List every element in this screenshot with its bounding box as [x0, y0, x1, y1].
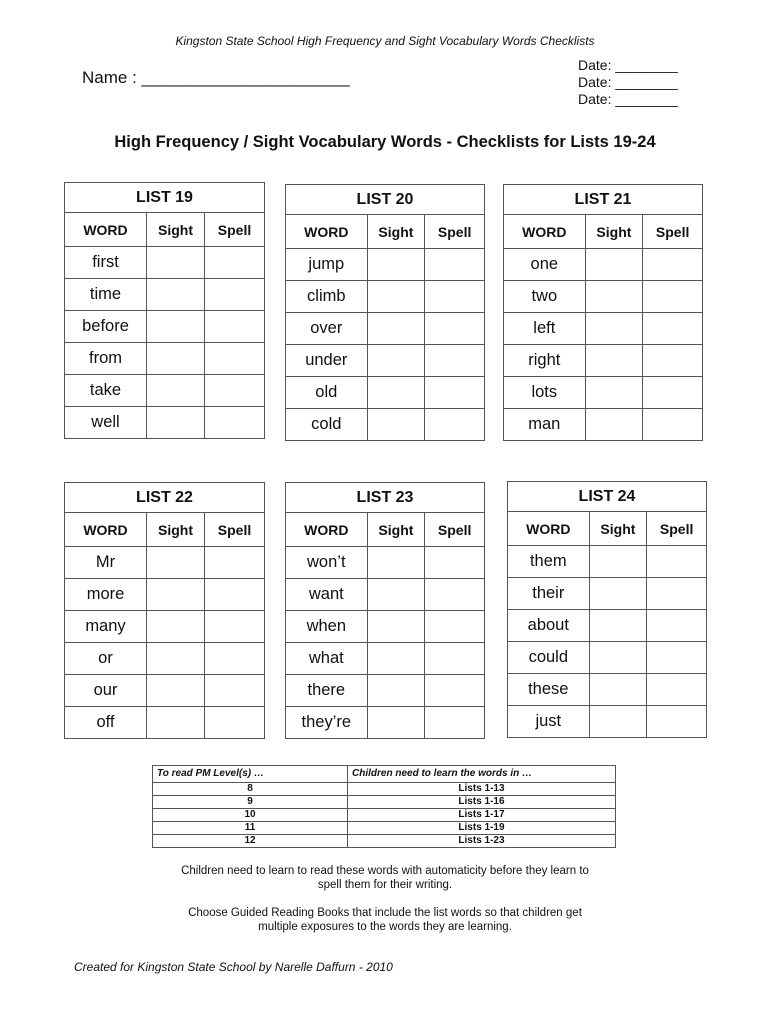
word-list-table	[503, 184, 703, 441]
pm-header-lists: Children need to learn the words in …	[348, 766, 616, 783]
spell-checkbox-cell[interactable]	[205, 247, 265, 279]
table-row	[65, 675, 265, 707]
sight-checkbox-cell[interactable]	[589, 578, 647, 610]
sight-checkbox-cell[interactable]	[367, 313, 425, 345]
spell-checkbox-cell[interactable]	[643, 377, 703, 409]
list-title: LIST 23	[286, 483, 485, 513]
word-cell: there	[286, 675, 368, 707]
pm-level: 9	[153, 796, 348, 809]
word-cell: won’t	[286, 547, 368, 579]
word-cell: over	[286, 313, 368, 345]
sight-checkbox-cell[interactable]	[147, 579, 205, 611]
column-header-spell: Spell	[205, 213, 265, 247]
word-cell: cold	[286, 409, 368, 441]
document-header: Kingston State School High Frequency and Sight Vocabulary Words Checklists	[175, 34, 595, 48]
sight-checkbox-cell[interactable]	[147, 407, 205, 439]
spell-checkbox-cell[interactable]	[647, 674, 707, 706]
table-row	[65, 547, 265, 579]
sight-checkbox-cell[interactable]	[367, 611, 425, 643]
column-header-spell: Spell	[643, 215, 703, 249]
spell-checkbox-cell[interactable]	[425, 281, 485, 313]
word-list-table	[64, 182, 265, 439]
word-cell: or	[65, 643, 147, 675]
table-row	[504, 345, 703, 377]
column-header-sight: Sight	[367, 513, 425, 547]
note-line: spell them for their writing.	[317, 879, 453, 891]
pm-lists: Lists 1-23	[348, 835, 616, 848]
word-cell: could	[508, 642, 590, 674]
word-cell: old	[286, 377, 368, 409]
table-row	[508, 642, 707, 674]
column-header-word: WORD	[286, 513, 368, 547]
column-header-word: WORD	[286, 215, 368, 249]
table-row	[153, 783, 616, 796]
spell-checkbox-cell[interactable]	[205, 375, 265, 407]
spell-checkbox-cell[interactable]	[425, 643, 485, 675]
pm-level-table	[152, 765, 616, 848]
word-cell: one	[504, 249, 586, 281]
word-cell: climb	[286, 281, 368, 313]
column-header-spell: Spell	[205, 513, 265, 547]
spell-checkbox-cell[interactable]	[643, 345, 703, 377]
word-list-table	[285, 184, 485, 441]
table-row	[65, 279, 265, 311]
spell-checkbox-cell[interactable]	[425, 579, 485, 611]
spell-checkbox-cell[interactable]	[425, 611, 485, 643]
pm-header-level: To read PM Level(s) …	[153, 766, 348, 783]
sight-checkbox-cell[interactable]	[147, 707, 205, 739]
column-header-spell: Spell	[425, 513, 485, 547]
sight-checkbox-cell[interactable]	[367, 249, 425, 281]
word-cell: our	[65, 675, 147, 707]
table-row	[286, 579, 485, 611]
word-cell: just	[508, 706, 590, 738]
table-row	[286, 675, 485, 707]
list-title: LIST 22	[65, 483, 265, 513]
name-field-label: Name : ______________________	[82, 68, 350, 87]
sight-checkbox-cell[interactable]	[589, 610, 647, 642]
word-cell: about	[508, 610, 590, 642]
column-header-word: WORD	[504, 215, 586, 249]
list-title: LIST 24	[508, 482, 707, 512]
word-cell: two	[504, 281, 586, 313]
sight-checkbox-cell[interactable]	[367, 707, 425, 739]
table-row	[65, 611, 265, 643]
word-cell: these	[508, 674, 590, 706]
sight-checkbox-cell[interactable]	[147, 311, 205, 343]
word-cell: well	[65, 407, 147, 439]
spell-checkbox-cell[interactable]	[425, 313, 485, 345]
table-row	[153, 835, 616, 848]
spell-checkbox-cell[interactable]	[205, 675, 265, 707]
table-row	[65, 707, 265, 739]
table-row	[286, 707, 485, 739]
date-line: Date: ________	[578, 91, 678, 107]
spell-checkbox-cell[interactable]	[643, 409, 703, 441]
spell-checkbox-cell[interactable]	[643, 313, 703, 345]
table-row	[65, 643, 265, 675]
word-cell: when	[286, 611, 368, 643]
sight-checkbox-cell[interactable]	[147, 375, 205, 407]
list-title: LIST 20	[286, 185, 485, 215]
pm-level: 11	[153, 822, 348, 835]
sight-checkbox-cell[interactable]	[367, 579, 425, 611]
sight-checkbox-cell[interactable]	[585, 345, 643, 377]
sight-checkbox-cell[interactable]	[585, 313, 643, 345]
spell-checkbox-cell[interactable]	[647, 546, 707, 578]
table-row	[508, 706, 707, 738]
sight-checkbox-cell[interactable]	[585, 409, 643, 441]
spell-checkbox-cell[interactable]	[647, 706, 707, 738]
spell-checkbox-cell[interactable]	[205, 279, 265, 311]
spell-checkbox-cell[interactable]	[425, 345, 485, 377]
sight-checkbox-cell[interactable]	[367, 643, 425, 675]
sight-checkbox-cell[interactable]	[147, 279, 205, 311]
spell-checkbox-cell[interactable]	[205, 311, 265, 343]
word-cell: they’re	[286, 707, 368, 739]
word-cell: want	[286, 579, 368, 611]
table-row	[153, 822, 616, 835]
table-row	[153, 809, 616, 822]
spell-checkbox-cell[interactable]	[425, 707, 485, 739]
table-row	[65, 407, 265, 439]
sight-checkbox-cell[interactable]	[589, 674, 647, 706]
pm-lists: Lists 1-17	[348, 809, 616, 822]
spell-checkbox-cell[interactable]	[205, 343, 265, 375]
table-row	[65, 247, 265, 279]
sight-checkbox-cell[interactable]	[147, 547, 205, 579]
note-line: Choose Guided Reading Books that include the list words so that children get	[188, 907, 582, 919]
instruction-note-2	[0, 906, 770, 934]
table-row	[286, 643, 485, 675]
sight-checkbox-cell[interactable]	[367, 547, 425, 579]
sight-checkbox-cell[interactable]	[589, 642, 647, 674]
column-header-sight: Sight	[589, 512, 647, 546]
spell-checkbox-cell[interactable]	[425, 547, 485, 579]
column-header-sight: Sight	[585, 215, 643, 249]
table-row	[508, 578, 707, 610]
word-cell: Mr	[65, 547, 147, 579]
spell-checkbox-cell[interactable]	[425, 377, 485, 409]
sight-checkbox-cell[interactable]	[585, 249, 643, 281]
column-header-sight: Sight	[367, 215, 425, 249]
spell-checkbox-cell[interactable]	[643, 281, 703, 313]
spell-checkbox-cell[interactable]	[425, 249, 485, 281]
list-title: LIST 21	[504, 185, 703, 215]
word-cell: lots	[504, 377, 586, 409]
word-cell: under	[286, 345, 368, 377]
word-cell: left	[504, 313, 586, 345]
table-row	[286, 345, 485, 377]
word-cell: man	[504, 409, 586, 441]
sight-checkbox-cell[interactable]	[367, 409, 425, 441]
date-fields	[578, 57, 678, 108]
word-cell: jump	[286, 249, 368, 281]
table-row	[508, 546, 707, 578]
column-header-word: WORD	[65, 213, 147, 247]
page-title: High Frequency / Sight Vocabulary Words - Checklists for Lists 19-24	[114, 133, 656, 151]
word-cell: first	[65, 247, 147, 279]
note-line: multiple exposures to the words they are learning.	[258, 921, 512, 933]
sight-checkbox-cell[interactable]	[367, 377, 425, 409]
list-title: LIST 19	[65, 183, 265, 213]
table-row	[65, 579, 265, 611]
sight-checkbox-cell[interactable]	[147, 675, 205, 707]
table-row	[286, 409, 485, 441]
table-row	[508, 674, 707, 706]
sight-checkbox-cell[interactable]	[585, 377, 643, 409]
table-row	[286, 313, 485, 345]
column-header-spell: Spell	[425, 215, 485, 249]
spell-checkbox-cell[interactable]	[647, 610, 707, 642]
sight-checkbox-cell[interactable]	[589, 546, 647, 578]
date-line: Date: ________	[578, 74, 678, 90]
spell-checkbox-cell[interactable]	[643, 249, 703, 281]
word-list-table	[507, 481, 707, 738]
word-cell: time	[65, 279, 147, 311]
sight-checkbox-cell[interactable]	[147, 611, 205, 643]
spell-checkbox-cell[interactable]	[647, 578, 707, 610]
sight-checkbox-cell[interactable]	[367, 281, 425, 313]
word-cell: more	[65, 579, 147, 611]
column-header-sight: Sight	[147, 513, 205, 547]
pm-level: 10	[153, 809, 348, 822]
table-row	[504, 249, 703, 281]
word-list-table	[64, 482, 265, 739]
table-row	[65, 311, 265, 343]
document-footer: Created for Kingston State School by Narelle Daffurn - 2010	[74, 960, 393, 974]
table-row	[286, 249, 485, 281]
table-row	[504, 281, 703, 313]
word-cell: many	[65, 611, 147, 643]
sight-checkbox-cell[interactable]	[585, 281, 643, 313]
spell-checkbox-cell[interactable]	[205, 611, 265, 643]
pm-lists: Lists 1-13	[348, 783, 616, 796]
table-row	[504, 377, 703, 409]
date-line: Date: ________	[578, 57, 678, 73]
spell-checkbox-cell[interactable]	[205, 579, 265, 611]
word-cell: off	[65, 707, 147, 739]
sight-checkbox-cell[interactable]	[147, 343, 205, 375]
table-row	[504, 313, 703, 345]
word-cell: their	[508, 578, 590, 610]
word-cell: from	[65, 343, 147, 375]
table-row	[286, 611, 485, 643]
spell-checkbox-cell[interactable]	[647, 642, 707, 674]
word-list-table	[285, 482, 485, 739]
table-row	[65, 375, 265, 407]
column-header-word: WORD	[65, 513, 147, 547]
word-cell: before	[65, 311, 147, 343]
column-header-sight: Sight	[147, 213, 205, 247]
table-row	[286, 547, 485, 579]
sight-checkbox-cell[interactable]	[367, 345, 425, 377]
sight-checkbox-cell[interactable]	[367, 675, 425, 707]
spell-checkbox-cell[interactable]	[205, 407, 265, 439]
table-row	[153, 796, 616, 809]
spell-checkbox-cell[interactable]	[425, 409, 485, 441]
table-row	[286, 281, 485, 313]
spell-checkbox-cell[interactable]	[205, 547, 265, 579]
note-line: Children need to learn to read these words with automaticity before they learn to	[181, 865, 589, 877]
pm-lists: Lists 1-19	[348, 822, 616, 835]
instruction-note-1	[0, 864, 770, 892]
word-cell: take	[65, 375, 147, 407]
table-row	[504, 409, 703, 441]
word-cell: what	[286, 643, 368, 675]
word-cell: right	[504, 345, 586, 377]
pm-level: 8	[153, 783, 348, 796]
table-row	[286, 377, 485, 409]
column-header-word: WORD	[508, 512, 590, 546]
spell-checkbox-cell[interactable]	[205, 643, 265, 675]
spell-checkbox-cell[interactable]	[425, 675, 485, 707]
sight-checkbox-cell[interactable]	[147, 643, 205, 675]
table-row	[508, 610, 707, 642]
spell-checkbox-cell[interactable]	[205, 707, 265, 739]
column-header-spell: Spell	[647, 512, 707, 546]
sight-checkbox-cell[interactable]	[589, 706, 647, 738]
sight-checkbox-cell[interactable]	[147, 247, 205, 279]
word-cell: them	[508, 546, 590, 578]
table-row	[65, 343, 265, 375]
pm-lists: Lists 1-16	[348, 796, 616, 809]
pm-level: 12	[153, 835, 348, 848]
